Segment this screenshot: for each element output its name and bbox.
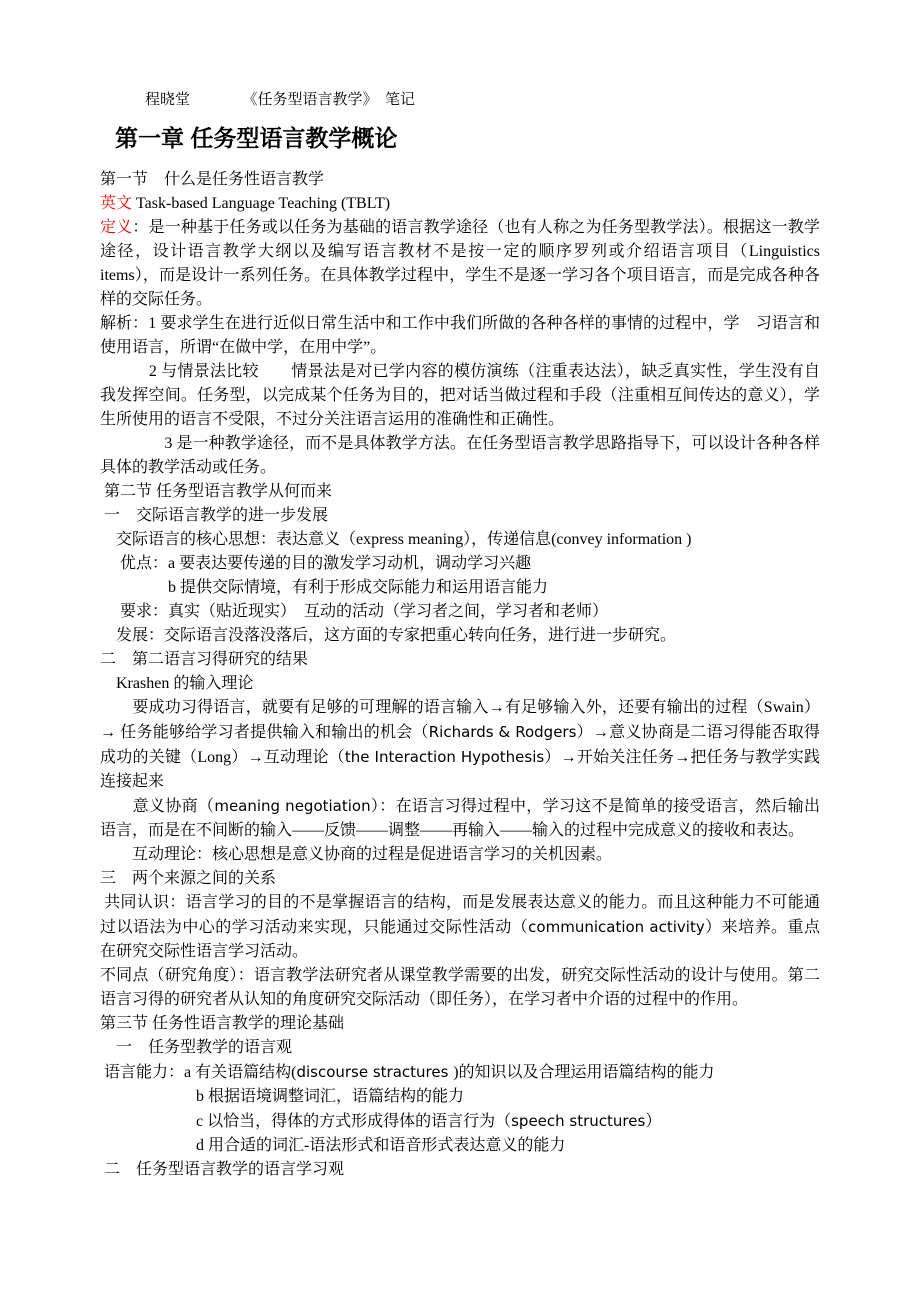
text-run: 一 交际语言教学的进一步发展: [100, 507, 329, 524]
text-run: 优点：a 要表达要传递的目的激发学习动机，调动学习兴趣: [100, 555, 532, 572]
text-run: 三 两个来源之间的关系: [100, 870, 277, 887]
text-run: b 提供交际情境，有利于形成交际能力和运用语言能力: [100, 579, 549, 596]
paragraph: [100, 552, 820, 576]
english-term: communication activity: [528, 918, 705, 936]
text-run: 第三节 任务性语言教学的理论基础: [100, 1015, 345, 1032]
english-term: Richards & Rodgers: [428, 723, 577, 741]
text-run: 共同认识：语言学习的目的不是掌握语言的结构，而是发展表达意义的能力。而且这种能力不可能通过以语法为中心的学习活动来实现，只能通过交际性活动（: [100, 894, 820, 936]
paragraph: [100, 600, 820, 624]
paragraph: [100, 1134, 820, 1158]
text-run: 解析：1 要求学生在进行近似日常生活中和工作中我们所做的各种各样的事情的过程中，学 习语言和使用语言，所谓“在做中学，在用中学”。: [100, 315, 820, 356]
english-term: meaning negotiation: [214, 797, 371, 815]
text-run: )的知识以及合理运用语篇结构的能力: [453, 1064, 715, 1081]
paragraph: [100, 504, 820, 528]
text-run: ）: [645, 1113, 662, 1130]
highlighted-term: 定义: [100, 219, 133, 236]
text-run: 不同点（研究角度）：语言教学法研究者从课堂教学需要的出发，研究交际性活动的设计与使用。第二语言习得的研究者从认知的角度研究交际活动（即任务），在学习者中介语的过程中的作用。: [100, 967, 820, 1008]
paragraph: [100, 360, 820, 432]
chapter-title: 第一章 任务型语言教学概论: [115, 125, 398, 151]
paragraph: [100, 216, 824, 312]
text-run: 第二节 任务型语言教学从何而来: [100, 483, 333, 500]
text-run: b 根据语境调整词汇，语篇结构的能力: [100, 1088, 465, 1105]
paragraph: [100, 867, 820, 891]
paragraph: [100, 168, 820, 192]
text-run: 3 是一种教学途径，而不是具体教学方法。在任务型语言教学思路指导下，可以设计各种各样具体的教学活动或任务。: [100, 435, 820, 476]
paragraph: [100, 1085, 820, 1109]
paragraph: [100, 964, 820, 1012]
english-term: discourse stractures: [296, 1063, 454, 1081]
text-run: 一 任务型教学的语言观: [100, 1039, 293, 1056]
text-run: ）来培养。重点在研究交际性语言学习活动。: [100, 919, 820, 960]
text-run: 语言能力：a 有关语篇结构(: [100, 1064, 297, 1081]
paragraph: [100, 672, 820, 696]
paragraph: [100, 648, 820, 672]
paragraph: [100, 794, 820, 843]
paragraph: [100, 480, 820, 504]
text-run: Task-based Language Teaching (TBLT): [132, 195, 391, 212]
text-run: 要成功习得语言，就要有足够的可理解的语言输入→有足够输入外，还要有输出的过程（Swain）→ 任务能够给学习者提供输入和输出的机会（: [100, 699, 820, 741]
text-run: 交际语言的核心思想：表达意义（express meaning），传递信息(convey information ): [100, 531, 692, 548]
paragraph: [100, 696, 820, 794]
paragraph: [100, 624, 820, 648]
paragraph: [100, 1158, 820, 1182]
text-run: Krashen 的输入理论: [100, 675, 254, 692]
paragraph: [100, 1036, 820, 1060]
paragraph: [100, 576, 820, 600]
text-run: 二 任务型语言教学的语言学习观: [100, 1161, 345, 1178]
text-run: ）→意义协商是二语习得能否取得成功的关键（Long）→互动理论（: [100, 724, 820, 766]
text-run: 意义协商（: [100, 798, 215, 815]
paragraph: [100, 1012, 820, 1036]
text-run: 发展：交际语言没落没落后，这方面的专家把重心转向任务，进行进一步研究。: [100, 627, 677, 644]
paragraph: [100, 1060, 820, 1085]
paragraph: [100, 432, 820, 480]
text-run: 互动理论：核心思想是意义协商的过程是促进语言学习的关机因素。: [100, 846, 613, 863]
text-run: c 以恰当，得体的方式形成得体的语言行为（: [100, 1113, 512, 1130]
paragraph: [100, 1109, 820, 1134]
paragraph: [100, 843, 820, 867]
english-term: the Interaction Hypothesis: [344, 748, 545, 766]
paragraph: [100, 192, 820, 216]
text-run: 第一节 什么是任务性语言教学: [100, 171, 325, 188]
doc-header: 程晓堂 《任务型语言教学》 笔记: [100, 92, 416, 108]
text-run: ）：在语言习得过程中，学习这不是简单的接受语言，然后输出语言，而是在不间断的输入——反馈——调整——再输入——输入的过程中完成意义的接收和表达。: [100, 798, 820, 839]
paragraph: [100, 528, 820, 552]
text-run: d 用合适的词汇-语法形式和语音形式表达意义的能力: [100, 1137, 566, 1154]
text-run: 二 第二语言习得研究的结果: [100, 651, 309, 668]
text-run: ：是一种基于任务或以任务为基础的语言教学途径（也有人称之为任务型教学法）。根据这一教学途径，设计语言教学大纲以及编写语言教材不是按一定的顺序罗列或介绍语言项目（Linguistics items），而是设计一系列任务。在具体教学过程中，学生不是逐一学习各个项目语言，而是完成各种各样的交际任务。: [100, 219, 824, 308]
paragraph: [100, 312, 820, 360]
document-body: [100, 168, 824, 1182]
english-term: speech structures: [511, 1112, 646, 1130]
text-run: 2 与情景法比较 情景法是对已学内容的模仿演练（注重表达法），缺乏真实性，学生没有自我发挥空间。任务型，以完成某个任务为目的，把对话当做过程和手段（注重相互间传达的意义），学生所使用的语言不受限，不过分关注语言运用的准确性和正确性。: [100, 363, 820, 428]
paragraph: [100, 891, 820, 964]
text-run: ）→开始关注任务→把任务与教学实践连接起来: [100, 749, 820, 790]
highlighted-term: 英文: [100, 195, 133, 212]
text-run: 要求：真实（贴近现实） 互动的活动（学习者之间，学习者和老师）: [100, 603, 609, 620]
